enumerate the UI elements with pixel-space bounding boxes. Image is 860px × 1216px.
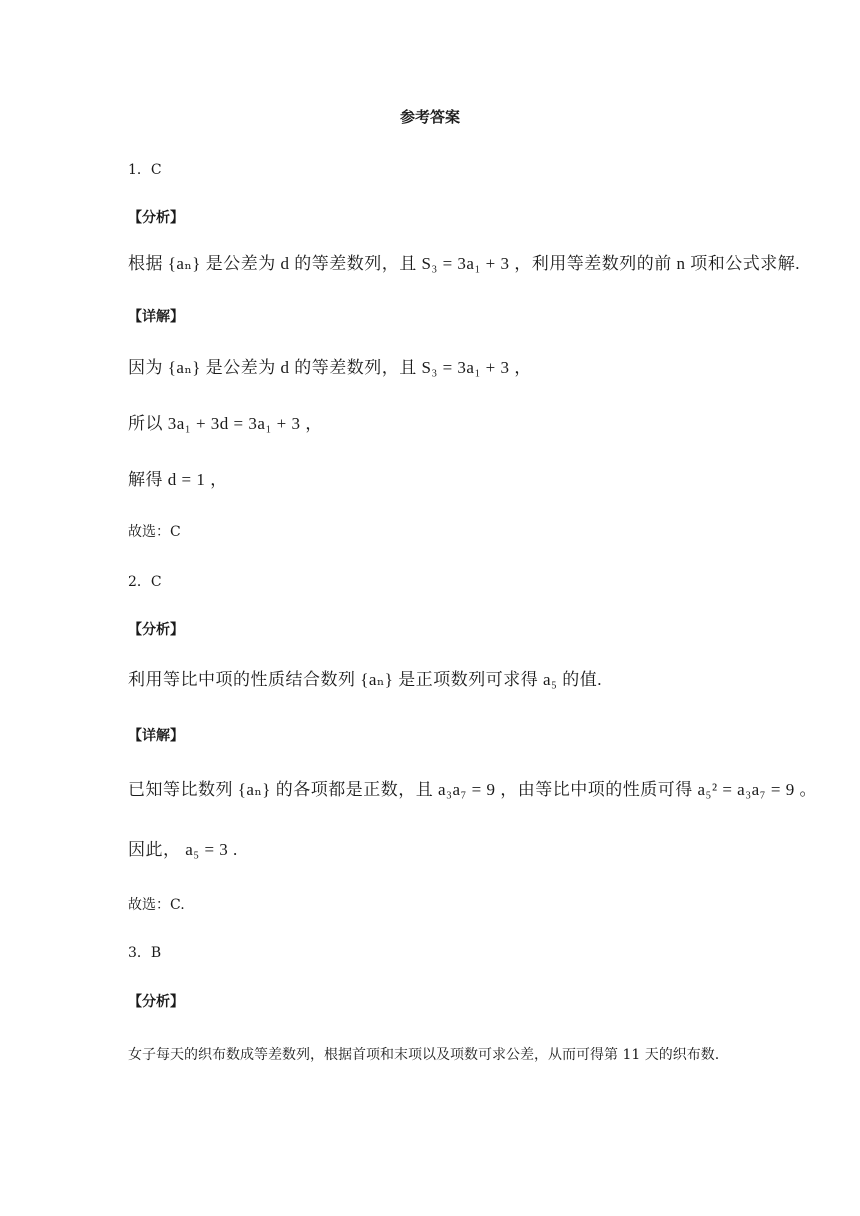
answer-number-1: 1．C: [128, 162, 162, 178]
detail-1-line-2: 所以 3a₁ + 3d = 3a₁ + 3 ，: [128, 414, 323, 433]
answer-number-2: 2．C: [128, 574, 162, 590]
detail-1-line-1: 因为 {aₙ} 是公差为 d 的等差数列，且 S₃ = 3a₁ + 3 ，: [128, 358, 532, 377]
page-title: 参考答案: [399, 108, 460, 126]
section-analysis-2: 【分析】: [128, 622, 184, 638]
answer-number-3: 3．B: [128, 945, 162, 961]
section-detail-2: 【详解】: [128, 728, 184, 744]
analysis-text-1: 根据 {aₙ} 是公差为 d 的等差数列，且 S₃ = 3a₁ + 3 ，利用等差数列的前 n 项和公式求解.: [128, 254, 800, 273]
section-analysis-1: 【分析】: [128, 210, 184, 226]
detail-2-line-1: 已知等比数列 {aₙ} 的各项都是正数，且 a₃a₇ = 9 ，由等比中项的性质可得 a₅² = a₃a₇ = 9 。: [128, 780, 817, 799]
analysis-text-3: 女子每天的织布数成等差数列，根据首项和末项以及项数可求公差，从而可得第 11 天的织布数.: [128, 1047, 720, 1063]
choice-1: 故选：C: [128, 524, 181, 540]
detail-1-line-3: 解得 d = 1 ，: [128, 470, 228, 489]
section-analysis-3: 【分析】: [128, 994, 184, 1010]
analysis-text-2: 利用等比中项的性质结合数列 {aₙ} 是正项数列可求得 a₅ 的值.: [128, 670, 602, 689]
choice-2: 故选：C.: [128, 897, 185, 913]
detail-2-line-2: 因此， a₅ = 3 .: [128, 840, 238, 859]
section-detail-1: 【详解】: [128, 309, 184, 325]
